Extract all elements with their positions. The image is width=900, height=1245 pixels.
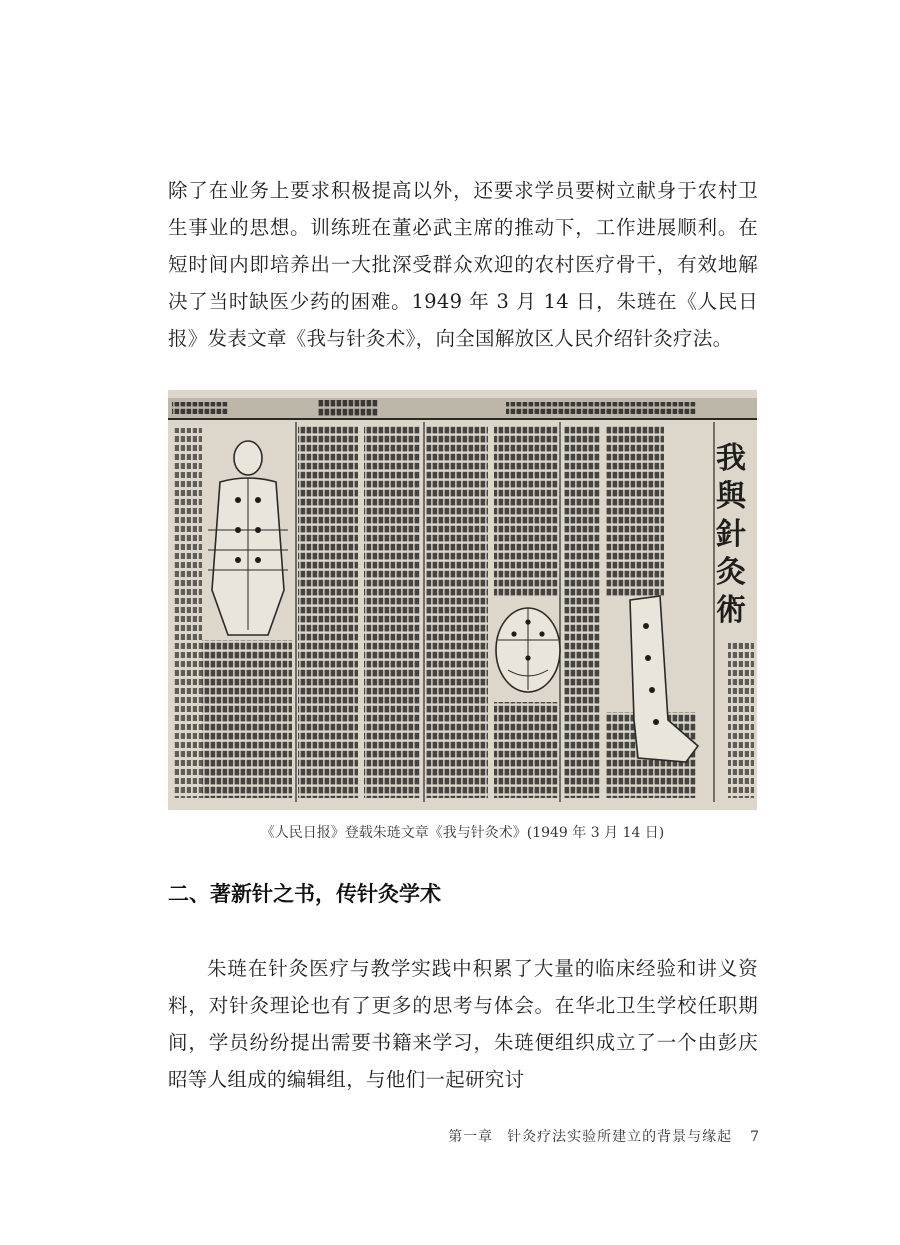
page-footer	[448, 1126, 760, 1146]
newspaper-clipping-image	[168, 390, 757, 810]
figure-caption: 《人民日报》登载朱琏文章《我与针灸术》(1949 年 3 月 14 日)	[260, 825, 665, 841]
footer-chapter: 第一章	[448, 1129, 494, 1145]
section-heading: 二、著新针之书，传针灸学术	[168, 881, 441, 906]
newspaper-headline: 我與針灸術	[716, 441, 746, 628]
body-paragraph-2: 朱琏在针灸医疗与教学实践中积累了大量的临床经验和讲义资料，对针灸理论也有了更多的思考与体会。在华北卫生学校任职期间，学员纷纷提出需要书籍来学习，朱琏便组织成立了一个由彭庆昭等人组成的编辑组，与他们一起研究讨	[168, 957, 758, 1091]
page-number: 7	[750, 1129, 760, 1145]
body-paragraph-1: 除了在业务上要求积极提高以外，还要求学员要树立献身于农村卫生事业的思想。训练班在董必武主席的推动下，工作进展顺利。在短时间内即培养出一大批深受群众欢迎的农村医疗骨干，有效地解决了当时缺医少药的困难。1949 年 3 月 14 日，朱琏在《人民日报》发表文章《我与针灸术》，向全国解放区人民介绍针灸疗法。	[168, 179, 758, 350]
footer-chapter-title: 针灸疗法实验所建立的背景与缘起	[507, 1129, 733, 1145]
